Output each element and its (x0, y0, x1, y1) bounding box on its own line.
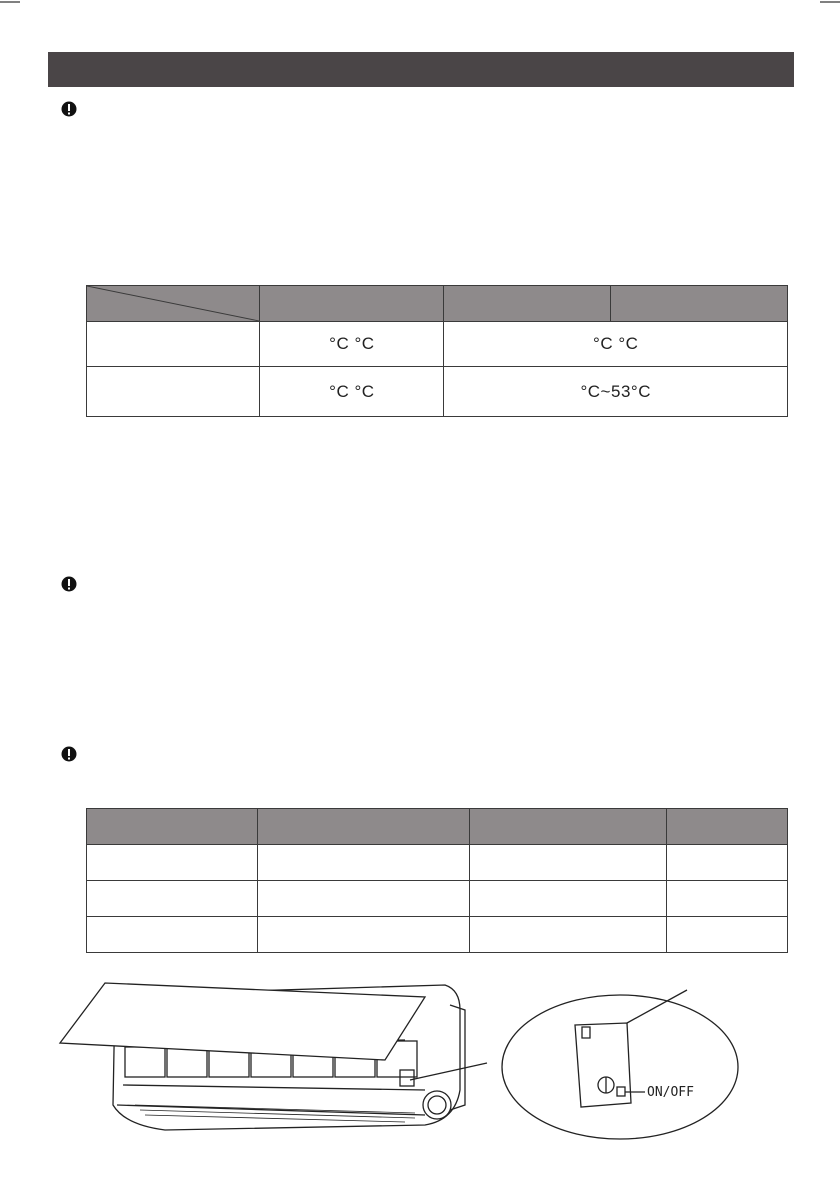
temp-cell: °C °C (260, 322, 444, 367)
table-row (87, 917, 788, 953)
indoor-unit-illustration (55, 965, 815, 1145)
temp-cell: °C °C (444, 322, 788, 367)
table-row (87, 322, 788, 367)
table-cell (667, 845, 788, 881)
table-header-cell (260, 286, 444, 322)
spec-table (86, 808, 788, 953)
table-cell (667, 881, 788, 917)
table-cell (257, 881, 470, 917)
table-cell (87, 322, 260, 367)
table-cell (257, 845, 470, 881)
table-cell (470, 845, 667, 881)
indoor-unit-figure (55, 965, 815, 1145)
table-header-cell (87, 809, 258, 845)
table-header-cell (610, 286, 787, 322)
table-row (87, 881, 788, 917)
table-cell (87, 917, 258, 953)
table-header-cell (667, 809, 788, 845)
warning-icon (61, 101, 77, 117)
corner-marks (0, 0, 840, 20)
temperature-table (86, 285, 788, 417)
section-header-bar (48, 52, 794, 87)
temp-cell: °C °C (260, 367, 444, 417)
table-cell (470, 881, 667, 917)
table-cell (87, 845, 258, 881)
table-row (87, 845, 788, 881)
table-cell (470, 917, 667, 953)
table-cell (87, 367, 260, 417)
diagonal-header-cell (87, 286, 260, 322)
temp-cell: °C~53°C (444, 367, 788, 417)
warning-icon (61, 576, 77, 592)
warning-icon (61, 746, 77, 762)
table-row (87, 367, 788, 417)
table-cell (257, 917, 470, 953)
table-header-cell (257, 809, 470, 845)
diagonal-line (87, 286, 259, 321)
table-header-cell (470, 809, 667, 845)
on-off-label: ON/OFF (647, 1085, 694, 1100)
table-cell (87, 881, 258, 917)
table-header-cell (444, 286, 610, 322)
table-cell (667, 917, 788, 953)
